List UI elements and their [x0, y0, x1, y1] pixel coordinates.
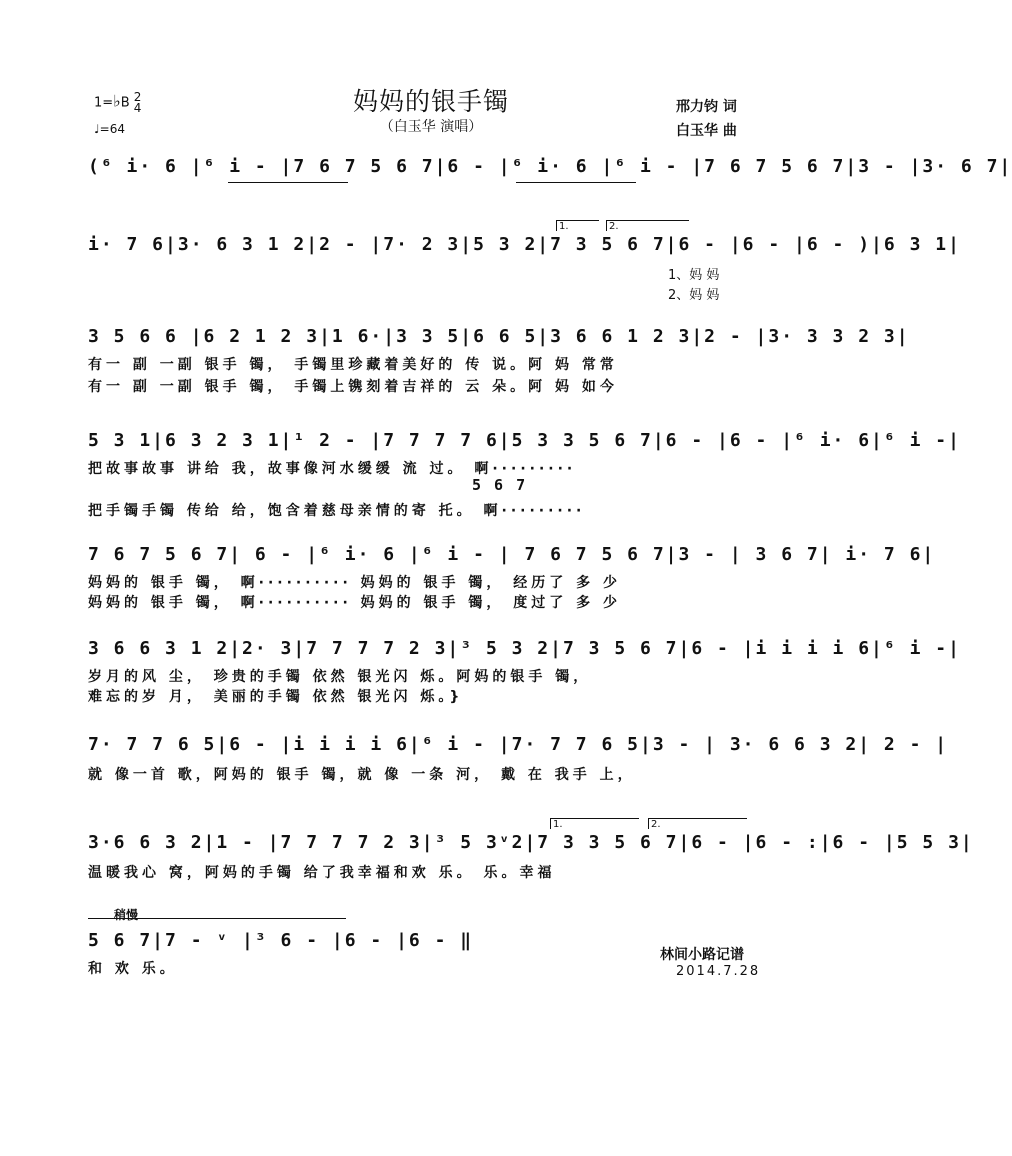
lyric-verse-2: 把手镯手镯 传给 给，饱含着慈母亲情的寄 托。 啊·········	[88, 503, 586, 519]
notation-line: i· 7 6|3· 6 3 1 2|2 - |7· 2 3|5 3 2|7 3 5 6 7|6 - |6 - |6 - )|6 3 1|	[88, 234, 961, 255]
notation-line: 7· 7 7 6 5|6 - |i i i i 6|⁶ i - |7· 7 7 6 5|3 - | 3· 6 6 3 2| 2 - |	[88, 734, 949, 755]
notation-line: 3 6 6 3 1 2|2· 3|7 7 7 7 2 3|³ 5 3 2|7 3 5 6 7|6 - |i i i i 6|⁶ i -|	[88, 638, 961, 659]
transcription-date: 2014.7.28	[676, 964, 761, 979]
time-top: 2	[133, 90, 142, 104]
key-prefix: 1=	[94, 95, 114, 111]
lyric-verse-2: 妈妈的 银手 镯， 啊·········· 妈妈的 银手 镯， 度过了 多 少	[88, 595, 622, 611]
volta-label: 1.	[559, 221, 569, 232]
volta-bracket-1	[550, 818, 639, 829]
tempo-change-marking: 稍慢	[114, 908, 139, 922]
verse-label-2: 2、妈 妈	[668, 288, 720, 303]
tempo-value: =64	[99, 122, 125, 136]
notation-line: 7 6 7 5 6 7| 6 - |⁶ i· 6 |⁶ i - | 7 6 7 5 6 7|3 - | 3 6 7| i· 7 6|	[88, 544, 936, 565]
song-title: 妈妈的银手镯	[352, 87, 509, 116]
time-signature	[134, 92, 142, 114]
verse-label-1: 1、妈 妈	[668, 268, 720, 283]
key-signature	[94, 92, 141, 114]
time-bottom: 4	[133, 101, 142, 115]
key-note: B	[120, 95, 130, 111]
flat-icon: ♭	[113, 91, 121, 111]
lyric-verse-1: 岁月的风 尘， 珍贵的手镯 依然 银光闪 烁。阿妈的银手 镯，	[88, 669, 592, 685]
notation-line: 3·6 6 3 2|1 - |7 7 7 7 2 3|³ 5 3ᵛ2|7 3 3 5 6 7|6 - |6 - :|6 - |5 5 3|	[88, 832, 974, 853]
lyricist-credit: 邢力钧 词	[676, 99, 737, 115]
volta-bracket-1	[556, 220, 599, 231]
performer-subtitle: （白玉华 演唱）	[379, 119, 483, 135]
credits	[676, 95, 737, 143]
notation-line: 5 3 1|6 3 2 3 1|¹ 2 - |7 7 7 7 6|5 3 3 5 6 7|6 - |6 - |⁶ i· 6|⁶ i -|	[88, 430, 961, 451]
quarter-note-icon: ♩	[94, 122, 100, 136]
notation-line: (⁶ i· 6 |⁶ i - |7 6 7 5 6 7|6 - |⁶ i· 6 |⁶ i - |7 6 7 5 6 7|3 - |3· 6 7|	[88, 156, 1012, 177]
lyric-verse-1: 妈妈的 银手 镯， 啊·········· 妈妈的 银手 镯， 经历了 多 少	[88, 575, 622, 591]
lyric-verse-1: 温暖我心 窝，阿妈的手镯 给了我幸福和欢 乐。 乐。幸福	[88, 865, 556, 881]
transcriber-credit: 林间小路记谱	[660, 947, 744, 963]
lyric-verse-2: 难忘的岁 月， 美丽的手镯 依然 银光闪 烁。}	[88, 689, 464, 705]
beam-line	[516, 182, 636, 183]
composer-credit: 白玉华 曲	[676, 123, 737, 139]
lyric-verse-1: 有一 副 一副 银手 镯， 手镯里珍藏着美好的 传 说。阿 妈 常常	[88, 357, 618, 373]
lyric-verse-1: 和 欢 乐。	[88, 961, 178, 977]
volta-label: 2.	[651, 819, 661, 830]
tempo-marking	[94, 122, 125, 136]
volta-label: 2.	[609, 221, 619, 232]
lyric-verse-2: 有一 副 一副 银手 镯， 手镯上镌刻着吉祥的 云 朵。阿 妈 如今	[88, 379, 618, 395]
alternate-notes: 5 6 7	[472, 476, 528, 494]
volta-bracket-2	[648, 818, 747, 829]
volta-bracket-2	[606, 220, 689, 231]
beam-line	[228, 182, 348, 183]
notation-line: 5 6 7|7 - ᵛ |³ 6 - |6 - |6 - ‖	[88, 930, 474, 951]
notation-line: 3 5 6 6 |6 2 1 2 3|1 6·|3 3 5|6 6 5|3 6 6 1 2 3|2 - |3· 3 3 2 3|	[88, 326, 910, 347]
volta-label: 1.	[553, 819, 563, 830]
lyric-verse-1: 把故事故事 讲给 我，故事像河水缓缓 流 过。 啊·········	[88, 461, 577, 477]
lyric-verse-1: 就 像一首 歌，阿妈的 银手 镯，就 像 一条 河， 戴 在 我手 上，	[88, 767, 636, 783]
